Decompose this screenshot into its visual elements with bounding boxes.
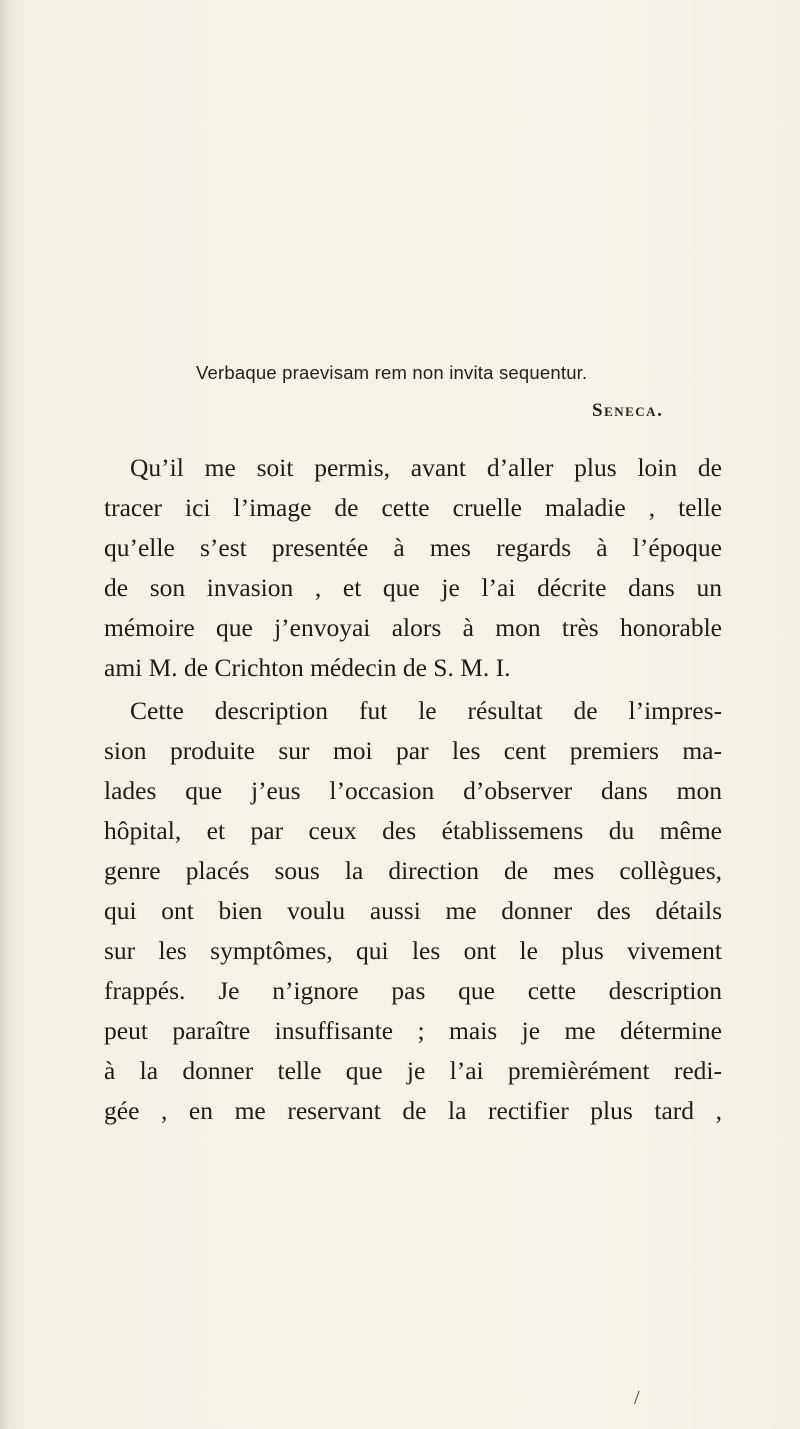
body-text: [104, 448, 722, 1131]
text-line: à la donner telle que je l’ai premièrément redi-: [104, 1056, 722, 1085]
paragraph-2: [104, 691, 722, 1131]
stray-mark: /: [634, 1387, 640, 1409]
text-line: de son invasion , et que je l’ai décrite dans un: [104, 573, 722, 602]
binding-edge: [0, 0, 8, 1429]
epigraph-author: Seneca.: [592, 400, 664, 421]
text-line: peut paraître insuffisante ; mais je me détermine: [104, 1016, 722, 1045]
text-line: Cette description fut le résultat de l’impres-: [130, 696, 722, 725]
text-line: sion produite sur moi par les cent premiers ma-: [104, 736, 722, 765]
text-line: frappés. Je n’ignore pas que cette description: [104, 976, 722, 1005]
text-line: hôpital, et par ceux des établissemens du même: [104, 816, 722, 845]
text-line: sur les symptômes, qui les ont le plus vivement: [104, 936, 722, 965]
epigraph-quote: Verbaque praevisam rem non invita sequentur.: [196, 362, 588, 383]
text-line: tracer ici l’image de cette cruelle maladie , telle: [104, 493, 722, 522]
text-line: genre placés sous la direction de mes collègues,: [104, 856, 722, 885]
text-line: gée , en me reservant de la rectifier plus tard ,: [104, 1096, 722, 1125]
text-line: qui ont bien voulu aussi me donner des détails: [104, 896, 722, 925]
text-line: qu’elle s’est presentée à mes regards à l’époque: [104, 533, 722, 562]
text-line: mémoire que j’envoyai alors à mon très honorable: [104, 613, 722, 642]
text-line: lades que j’eus l’occasion d’observer dans mon: [104, 776, 722, 805]
paragraph-1: [104, 448, 722, 688]
text-line: ami M. de Crichton médecin de S. M. I.: [104, 653, 511, 682]
text-line: Qu’il me soit permis, avant d’aller plus loin de: [130, 453, 722, 482]
